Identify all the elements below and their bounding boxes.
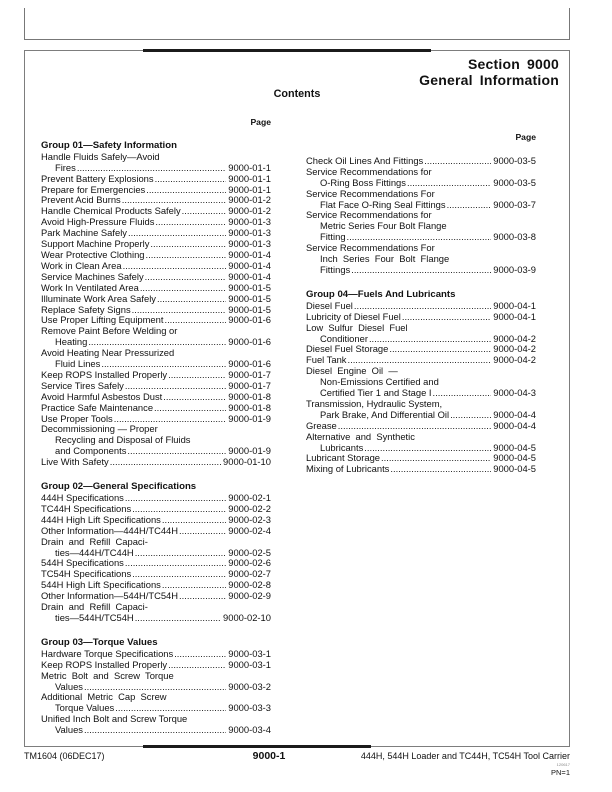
- toc-entry: [306, 312, 536, 323]
- toc-entry: [41, 692, 271, 714]
- toc-entry-text: Fitting: [320, 231, 346, 243]
- toc-group-heading: Group 02—General Specifications: [41, 481, 197, 493]
- toc-section-gap: [41, 468, 271, 482]
- toc-entry: [306, 167, 536, 189]
- toc-page-number: 9000-01-7: [228, 379, 271, 391]
- toc-page-number: 9000-04-5: [493, 441, 536, 453]
- toc-leader-dots: [125, 558, 226, 569]
- toc-entry-text: Lubricants: [320, 441, 364, 453]
- toc-page-number: 9000-02-1: [228, 492, 271, 503]
- toc-entry-text: Prevent Acid Burns: [41, 194, 121, 206]
- toc-entry: [41, 174, 271, 185]
- toc-entry-text: Values: [55, 724, 83, 736]
- toc-entry-text: 444H Specifications: [41, 492, 124, 503]
- toc-entry-text: Replace Safety Signs: [41, 303, 131, 315]
- toc-entry-text: Handle Fluids Safely—Avoid: [41, 150, 160, 162]
- toc-page-number: 9000-04-2: [493, 343, 536, 355]
- footer-date-stamp: 120617: [556, 762, 570, 767]
- toc-leader-dots: [182, 206, 227, 217]
- page-column-label: Page: [250, 117, 271, 127]
- toc-entry-text: Diesel Engine Oil —: [306, 365, 398, 377]
- frame-top-rule: [143, 49, 431, 52]
- toc-entry-text: Alternative and Synthetic: [306, 430, 415, 442]
- toc-page-number: 9000-03-3: [228, 702, 271, 714]
- toc-page-number: 9000-04-2: [493, 332, 536, 344]
- footer-pn: PN=1: [551, 768, 570, 777]
- toc-entry-text: Diesel Fuel: [306, 299, 353, 311]
- toc-entry-text: Transmission, Hydraulic System,: [306, 397, 443, 409]
- toc-page-number: 9000-03-2: [228, 680, 271, 692]
- toc-entry-text: Wear Protective Clothing: [41, 248, 145, 260]
- toc-leader-dots: [168, 660, 226, 671]
- toc-group-heading: Group 03—Torque Values: [41, 636, 158, 648]
- toc-page-number: 9000-04-3: [493, 387, 536, 399]
- toc-leader-dots: [402, 312, 491, 323]
- toc-leader-dots: [146, 250, 227, 261]
- toc-entry-text: 444H High Lift Specifications: [41, 513, 161, 525]
- toc-page-number: 9000-04-4: [493, 408, 536, 420]
- toc-leader-dots: [389, 344, 491, 355]
- toc-page-number: 9000-02-10: [223, 611, 271, 623]
- toc-entry-text: Handle Chemical Products Safely: [41, 205, 181, 217]
- toc-page-number: 9000-01-1: [228, 183, 271, 195]
- toc-entry: [41, 602, 271, 624]
- toc-entry-text: Mixing of Lubricants: [306, 463, 390, 475]
- toc-entry-text: Keep ROPS Installed Properly: [41, 368, 168, 380]
- toc-page-number: 9000-01-3: [228, 216, 271, 228]
- toc-entry-text: Heating: [55, 336, 88, 348]
- toc-entry: [41, 537, 271, 559]
- toc-page-number: 9000-01-8: [228, 401, 271, 413]
- toc-entry: [41, 660, 271, 671]
- toc-entry-text: Lubricant Storage: [306, 452, 381, 464]
- toc-entry: [306, 399, 536, 421]
- toc-entry-text: Avoid High-Pressure Fluids: [41, 216, 155, 228]
- toc-entry-text: Fires: [55, 161, 76, 173]
- toc-leader-dots: [179, 591, 226, 602]
- toc-page-number: 9000-01-1: [228, 172, 271, 184]
- toc-entry-row: [41, 283, 271, 294]
- footer-right-block: [361, 751, 570, 777]
- toc-leader-dots: [407, 178, 491, 189]
- section-number: Section 9000: [468, 56, 559, 72]
- toc-entry-text: Grease: [306, 419, 337, 431]
- toc-leader-dots: [351, 265, 491, 276]
- toc-leader-dots: [150, 239, 226, 250]
- toc-entry-text: Support Machine Properly: [41, 238, 150, 250]
- toc-entry-text: Avoid Harmful Asbestos Dust: [41, 390, 163, 402]
- toc-entry-text: ties—444H/TC44H: [55, 546, 134, 558]
- toc-page-number: 9000-01-3: [228, 238, 271, 250]
- toc-leader-dots: [424, 156, 491, 167]
- toc-entry-text: Check Oil Lines And Fittings: [306, 154, 424, 166]
- toc-entry: [306, 243, 536, 276]
- top-margin-box: [24, 8, 570, 40]
- toc-page-number: 9000-04-5: [493, 452, 536, 464]
- toc-entry-text: Live With Safety: [41, 456, 109, 468]
- toc-entry-text: Avoid Heating Near Pressurized: [41, 347, 175, 359]
- toc-entry: [41, 326, 271, 348]
- toc-entry: [41, 457, 271, 468]
- toc-page-number: 9000-01-6: [228, 336, 271, 348]
- toc-entry-text: Prevent Battery Explosions: [41, 172, 154, 184]
- toc-entry: [41, 671, 271, 693]
- toc-leader-dots: [84, 725, 226, 736]
- toc-leader-dots: [168, 370, 226, 381]
- toc-page-number: 9000-01-5: [228, 292, 271, 304]
- toc-entry-text: Hardware Torque Specifications: [41, 647, 174, 659]
- toc-page-number: 9000-01-10: [223, 456, 271, 468]
- toc-page-number: 9000-01-9: [228, 445, 271, 457]
- toc-page-number: 9000-01-4: [228, 248, 271, 260]
- toc-entry-text: Service Recommendations for: [306, 165, 432, 177]
- toc-entry: [306, 366, 536, 399]
- toc-page-number: 9000-01-2: [228, 194, 271, 206]
- toc-page-number: 9000-02-6: [228, 557, 271, 569]
- toc-page-number: 9000-01-4: [228, 270, 271, 282]
- toc-entry-text: Practice Safe Maintenance: [41, 401, 154, 413]
- frame-bottom-rule: [143, 745, 371, 748]
- toc-entry-text: Drain and Refill Capaci-: [41, 535, 148, 547]
- toc-entry: [306, 432, 536, 454]
- toc-entry: [306, 323, 536, 345]
- toc-entry-text: TC54H Specifications: [41, 568, 132, 580]
- toc-section-gap: [41, 624, 271, 638]
- toc-column-left: [41, 117, 271, 736]
- toc-entry: [41, 403, 271, 414]
- toc-leader-dots: [381, 453, 491, 464]
- toc-entry-text: Conditioner: [320, 332, 368, 344]
- toc-entry: [41, 283, 271, 294]
- toc-entry-text: Fittings: [320, 263, 351, 275]
- toc-leader-dots: [155, 217, 226, 228]
- toc-entry-row: [306, 265, 536, 276]
- toc-entry-row: [41, 174, 271, 185]
- toc-page-number: 9000-01-5: [228, 281, 271, 293]
- toc-entry-text: Drain and Refill Capaci-: [41, 601, 148, 613]
- toc-entry: [41, 714, 271, 736]
- toc-entry-text: Metric Series Four Bolt Flange: [320, 220, 447, 232]
- toc-page-number: 9000-04-2: [493, 354, 536, 366]
- toc-entry-row: [41, 725, 271, 736]
- toc-page-number: 9000-03-4: [228, 724, 271, 736]
- toc-entry-text: Torque Values: [55, 702, 115, 714]
- toc-leader-dots: [77, 163, 226, 174]
- toc-page-number: 9000-03-1: [228, 658, 271, 670]
- toc-leader-dots: [135, 548, 227, 559]
- toc-page-number: 9000-04-5: [493, 463, 536, 475]
- toc-page-number: 9000-01-4: [228, 259, 271, 271]
- toc-entry-text: Fluid Lines: [55, 358, 101, 370]
- toc-page-number: 9000-01-1: [228, 161, 271, 173]
- toc-leader-dots: [450, 410, 491, 421]
- toc-group-heading: Group 04—Fuels And Lubricants: [306, 288, 456, 300]
- toc-entry-text: Park Machine Safely: [41, 227, 127, 239]
- toc-page-number: 9000-01-8: [228, 390, 271, 402]
- toc-entry-text: Keep ROPS Installed Properly: [41, 658, 168, 670]
- toc-entry-text: and Components: [55, 445, 127, 457]
- toc-entry-text: 544H Specifications: [41, 557, 124, 569]
- toc-entry-row: [306, 464, 536, 475]
- toc-entry: [306, 189, 536, 211]
- toc-page-number: 9000-03-8: [493, 231, 536, 243]
- toc-page-number: 9000-02-4: [228, 524, 271, 536]
- toc-group-heading: Group 01—Safety Information: [41, 139, 177, 151]
- footer-doc-code: TM1604 (06DEC17): [24, 751, 105, 761]
- toc-entry-text: Other Information—544H/TC54H: [41, 590, 179, 602]
- toc-page-number: 9000-01-3: [228, 227, 271, 239]
- toc-leader-dots: [140, 283, 226, 294]
- toc-page-number: 9000-03-7: [493, 198, 536, 210]
- toc-page-number: 9000-02-9: [228, 590, 271, 602]
- toc-page-number: 9000-01-9: [228, 412, 271, 424]
- toc-entry-text: Inch Series Four Bolt Flange: [320, 253, 450, 265]
- toc-entry-row: [41, 457, 271, 468]
- toc-leader-dots: [157, 294, 226, 305]
- toc-entry-text: Lubricity of Diesel Fuel: [306, 310, 401, 322]
- toc-page-number: 9000-02-3: [228, 513, 271, 525]
- content-frame: [24, 50, 570, 747]
- toc-entry-text: Diesel Fuel Storage: [306, 343, 389, 355]
- toc-entry-text: Park Brake, And Differential Oil: [320, 408, 450, 420]
- toc-entry: [306, 464, 536, 475]
- toc-entry-text: Additional Metric Cap Screw: [41, 691, 167, 703]
- toc-page-number: 9000-01-5: [228, 303, 271, 315]
- toc-entry-text: Use Proper Lifting Equipment: [41, 314, 164, 326]
- toc-leader-dots: [179, 526, 226, 537]
- toc-page-number: 9000-03-1: [228, 647, 271, 659]
- toc-entry-text: Service Tires Safely: [41, 379, 124, 391]
- toc-page-number: 9000-01-6: [228, 314, 271, 326]
- toc-page-number: 9000-01-7: [228, 368, 271, 380]
- toc-page-number: 9000-01-6: [228, 358, 271, 370]
- toc-page-number: 9000-03-5: [493, 154, 536, 166]
- toc-entry-text: Use Proper Tools: [41, 412, 113, 424]
- toc-entry-text: Remove Paint Before Welding or: [41, 325, 178, 337]
- toc-entry-text: Prepare for Emergencies: [41, 183, 146, 195]
- toc-page-number: 9000-02-8: [228, 579, 271, 591]
- toc-leader-dots: [447, 200, 492, 211]
- toc-leader-dots: [174, 649, 226, 660]
- toc-entry-row: [41, 660, 271, 671]
- toc-entry-text: Recycling and Disposal of Fluids: [55, 434, 191, 446]
- toc-entry: [41, 152, 271, 174]
- toc-page-number: 9000-04-1: [493, 310, 536, 322]
- toc-entry: [41, 424, 271, 457]
- toc-page-number: 9000-03-9: [493, 263, 536, 275]
- toc-entry-row: [41, 613, 271, 624]
- toc-entry-text: Low Sulfur Diesel Fuel: [306, 321, 408, 333]
- toc-leader-dots: [163, 392, 226, 403]
- toc-leader-dots: [146, 185, 226, 196]
- toc-entry-text: Work In Ventilated Area: [41, 281, 139, 293]
- toc-entry-row: [41, 163, 271, 174]
- toc-page-number: 9000-03-5: [493, 176, 536, 188]
- toc-entry-text: Unified Inch Bolt and Screw Torque: [41, 713, 188, 725]
- toc-entry: [306, 210, 536, 243]
- toc-entry-text: Service Machines Safely: [41, 270, 144, 282]
- section-title: General Information: [419, 71, 559, 88]
- toc-page-number: 9000-04-1: [493, 299, 536, 311]
- toc-leader-dots: [110, 457, 221, 468]
- toc-page-number: 9000-04-4: [493, 419, 536, 431]
- toc-section-gap: [306, 276, 536, 290]
- toc-leader-dots: [145, 272, 227, 283]
- footer-model-line: 444H, 544H Loader and TC44H, TC54H Tool Carrier: [360, 751, 570, 761]
- toc-leader-dots: [125, 493, 226, 504]
- toc-entry-text: Service Recommendations For: [306, 187, 435, 199]
- toc-entry-text: O-Ring Boss Fittings: [320, 176, 406, 188]
- toc-leader-dots: [127, 446, 226, 457]
- toc-entry-text: 544H High Lift Specifications: [41, 579, 161, 591]
- toc-entry-row: [306, 312, 536, 323]
- toc-entry-text: Service Recommendations For: [306, 242, 435, 254]
- toc-leader-dots: [155, 174, 227, 185]
- toc-entry-text: Metric Bolt and Screw Torque: [41, 669, 174, 681]
- toc-page-number: 9000-02-2: [228, 502, 271, 514]
- page-column-label: Page: [515, 132, 536, 142]
- toc-entry-text: ties—544H/TC54H: [55, 611, 134, 623]
- toc-entry-text: Work in Clean Area: [41, 259, 122, 271]
- toc-leader-dots: [154, 403, 226, 414]
- toc-entry-text: Illuminate Work Area Safely: [41, 292, 156, 304]
- toc-entry: [41, 526, 271, 537]
- toc-entry-text: Values: [55, 680, 83, 692]
- toc-entry: [41, 294, 271, 305]
- toc-entry-row: [41, 294, 271, 305]
- toc-entry-row: [41, 526, 271, 537]
- toc-entry-text: Fuel Tank: [306, 354, 347, 366]
- toc-column-right: [306, 132, 536, 475]
- toc-entry-text: Non-Emissions Certified and: [320, 376, 439, 388]
- toc-entry-text: Certified Tier 1 and Stage I: [320, 387, 432, 399]
- toc-entry-text: TC44H Specifications: [41, 502, 132, 514]
- toc-entry-text: Other Information—444H/TC44H: [41, 524, 179, 536]
- toc-entry: [41, 348, 271, 370]
- toc-leader-dots: [135, 613, 221, 624]
- footer-page-number: 9000-1: [252, 750, 286, 762]
- contents-title: Contents: [273, 88, 321, 100]
- toc-page-number: 9000-01-2: [228, 205, 271, 217]
- toc-entry-text: Decommissioning — Proper: [41, 423, 158, 435]
- toc-entry-text: Service Recommendations for: [306, 209, 432, 221]
- section-header: [419, 57, 559, 88]
- toc-entry-row: [306, 178, 536, 189]
- toc-page-number: 9000-02-5: [228, 546, 271, 558]
- toc-entry-row: [41, 403, 271, 414]
- toc-page-number: 9000-02-7: [228, 568, 271, 580]
- toc-leader-dots: [390, 464, 491, 475]
- toc-entry-text: Flat Face O-Ring Seal Fittings: [320, 198, 446, 210]
- toc-leader-dots: [364, 443, 491, 454]
